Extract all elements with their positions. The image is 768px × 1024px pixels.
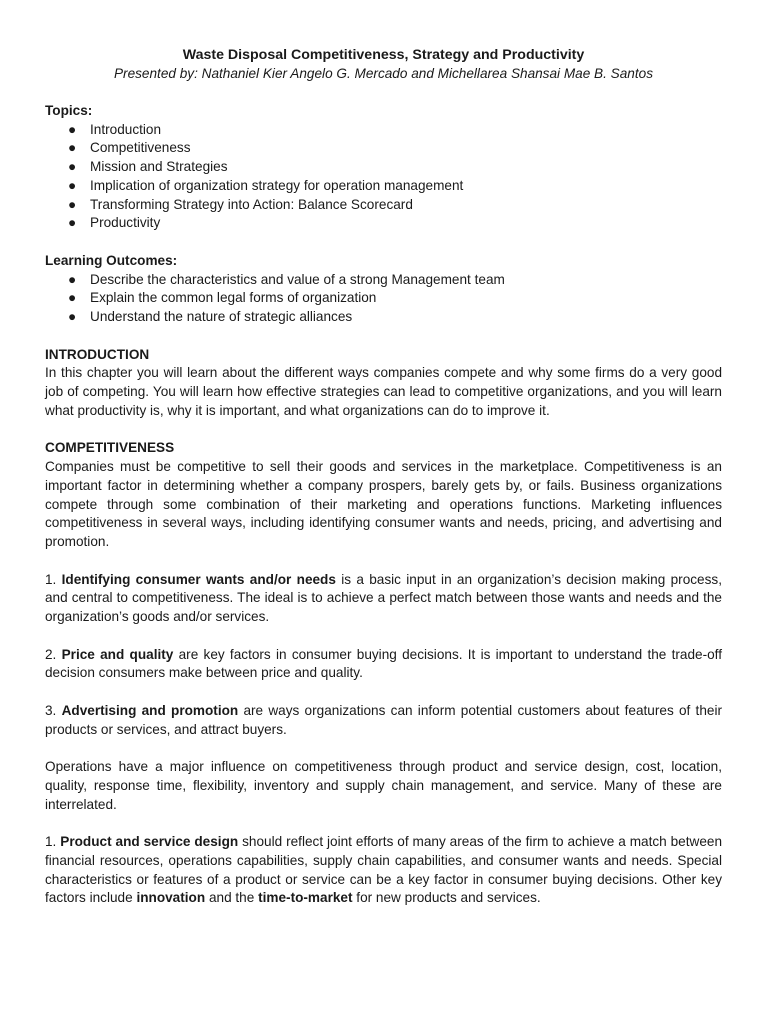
bullet-icon: ● — [68, 196, 77, 212]
outcome-item-text: Understand the nature of strategic alliances — [90, 309, 353, 324]
learning-outcomes-list — [45, 271, 722, 327]
point-number: 3. — [45, 702, 57, 718]
bullet-icon: ● — [68, 159, 77, 174]
bullet-icon: ● — [68, 140, 77, 156]
point-number: 1. — [45, 834, 57, 849]
point-consumer-wants — [45, 571, 722, 627]
list-item — [45, 196, 722, 215]
topic-item-text: Competitiveness — [90, 140, 191, 156]
topic-item-text: Implication of organization strategy for operation management — [90, 177, 464, 193]
point-price-quality — [45, 646, 722, 684]
list-item — [45, 177, 722, 196]
outcome-item-text: Describe the characteristics and value of a strong Management team — [90, 271, 505, 287]
introduction-heading: INTRODUCTION — [45, 346, 150, 362]
point-term-innovation: innovation — [136, 890, 206, 906]
list-item — [45, 271, 722, 290]
point-term: Product and service design — [60, 834, 239, 849]
bullet-icon: ● — [68, 177, 77, 193]
outcome-item-text: Explain the common legal forms of organization — [90, 290, 377, 306]
point-term-time-to-market: time-to-market — [258, 890, 353, 906]
list-item — [45, 308, 722, 327]
topic-item-text: Mission and Strategies — [90, 159, 228, 174]
point-term: Price and quality — [61, 646, 174, 662]
topic-item-text: Productivity — [90, 215, 161, 231]
point-advertising-promotion — [45, 702, 722, 740]
competitiveness-paragraph: Companies must be competitive to sell their goods and services in the marketplace. Competitiveness is an important factor in determining whether a company prospers, barely gets by, or fails. Business organizations compete through some combination of their marketing and operations functions. Marketing influences competitiveness in several ways, including identifying consumer wants and needs, pricing, and advertising and promotion. — [45, 459, 722, 549]
document-presenters: Presented by: Nathaniel Kier Angelo G. Mercado and Michellarea Shansai Mae B. Santos — [113, 66, 654, 81]
point-product-service-design — [45, 833, 722, 908]
list-item — [45, 158, 722, 177]
bullet-icon: ● — [68, 271, 77, 287]
bullet-icon: ● — [68, 309, 77, 324]
list-item — [45, 289, 722, 308]
point-text: are ways organizations can inform potential customers about features of their products or services, and attract buyers. — [45, 702, 723, 737]
point-number: 2. — [45, 646, 57, 662]
list-item — [45, 139, 722, 158]
competitiveness-heading: COMPETITIVENESS — [45, 440, 175, 456]
list-item — [45, 214, 722, 233]
point-term: Identifying consumer wants and/or needs — [61, 571, 336, 587]
operations-paragraph: Operations have a major influence on competitiveness through product and service design, cost, location, quality, response time, flexibility, inventory and supply chain management, and service. Many of these are interrelated. — [45, 759, 722, 812]
point-number: 1. — [45, 571, 57, 587]
list-item — [45, 121, 722, 140]
topic-item-text: Transforming Strategy into Action: Balance Scorecard — [90, 196, 413, 212]
bullet-icon: ● — [68, 215, 77, 231]
point-text: are key factors in consumer buying decisions. It is important to understand the trade-off decision consumers make between price and quality. — [45, 646, 722, 681]
topics-label: Topics: — [45, 102, 93, 118]
learning-outcomes-label: Learning Outcomes: — [45, 252, 178, 268]
topic-item-text: Introduction — [90, 121, 162, 137]
bullet-icon: ● — [68, 121, 77, 137]
point-term: Advertising and promotion — [61, 702, 239, 718]
point-text: for new products and services. — [352, 890, 541, 906]
topics-list — [45, 121, 722, 234]
bullet-icon: ● — [68, 290, 77, 306]
point-text: should reflect joint efforts of many areas of the firm to achieve a match between financial resources, operations capabilities, supply chain capabilities, and consumer wants and needs. Special characteristics or features of a product or service can be a key factor in consumer buying decisions. Other key factors include — [45, 834, 723, 906]
point-text: is a basic input in an organization’s decision making process, and central to competitiveness. The ideal is to achieve a perfect match between those wants and needs and the organization’s goods and/or services. — [45, 571, 722, 624]
introduction-paragraph: In this chapter you will learn about the different ways companies compete and why some firms do a very good job of competing. You will learn how effective strategies can lead to competitive organizations, and you will learn what productivity is, why it is important, and what organizations can do to improve it. — [45, 365, 722, 418]
point-text: and the — [205, 890, 259, 906]
document-title: Waste Disposal Competitiveness, Strategy and Productivity — [182, 47, 585, 63]
document-page — [45, 46, 722, 908]
